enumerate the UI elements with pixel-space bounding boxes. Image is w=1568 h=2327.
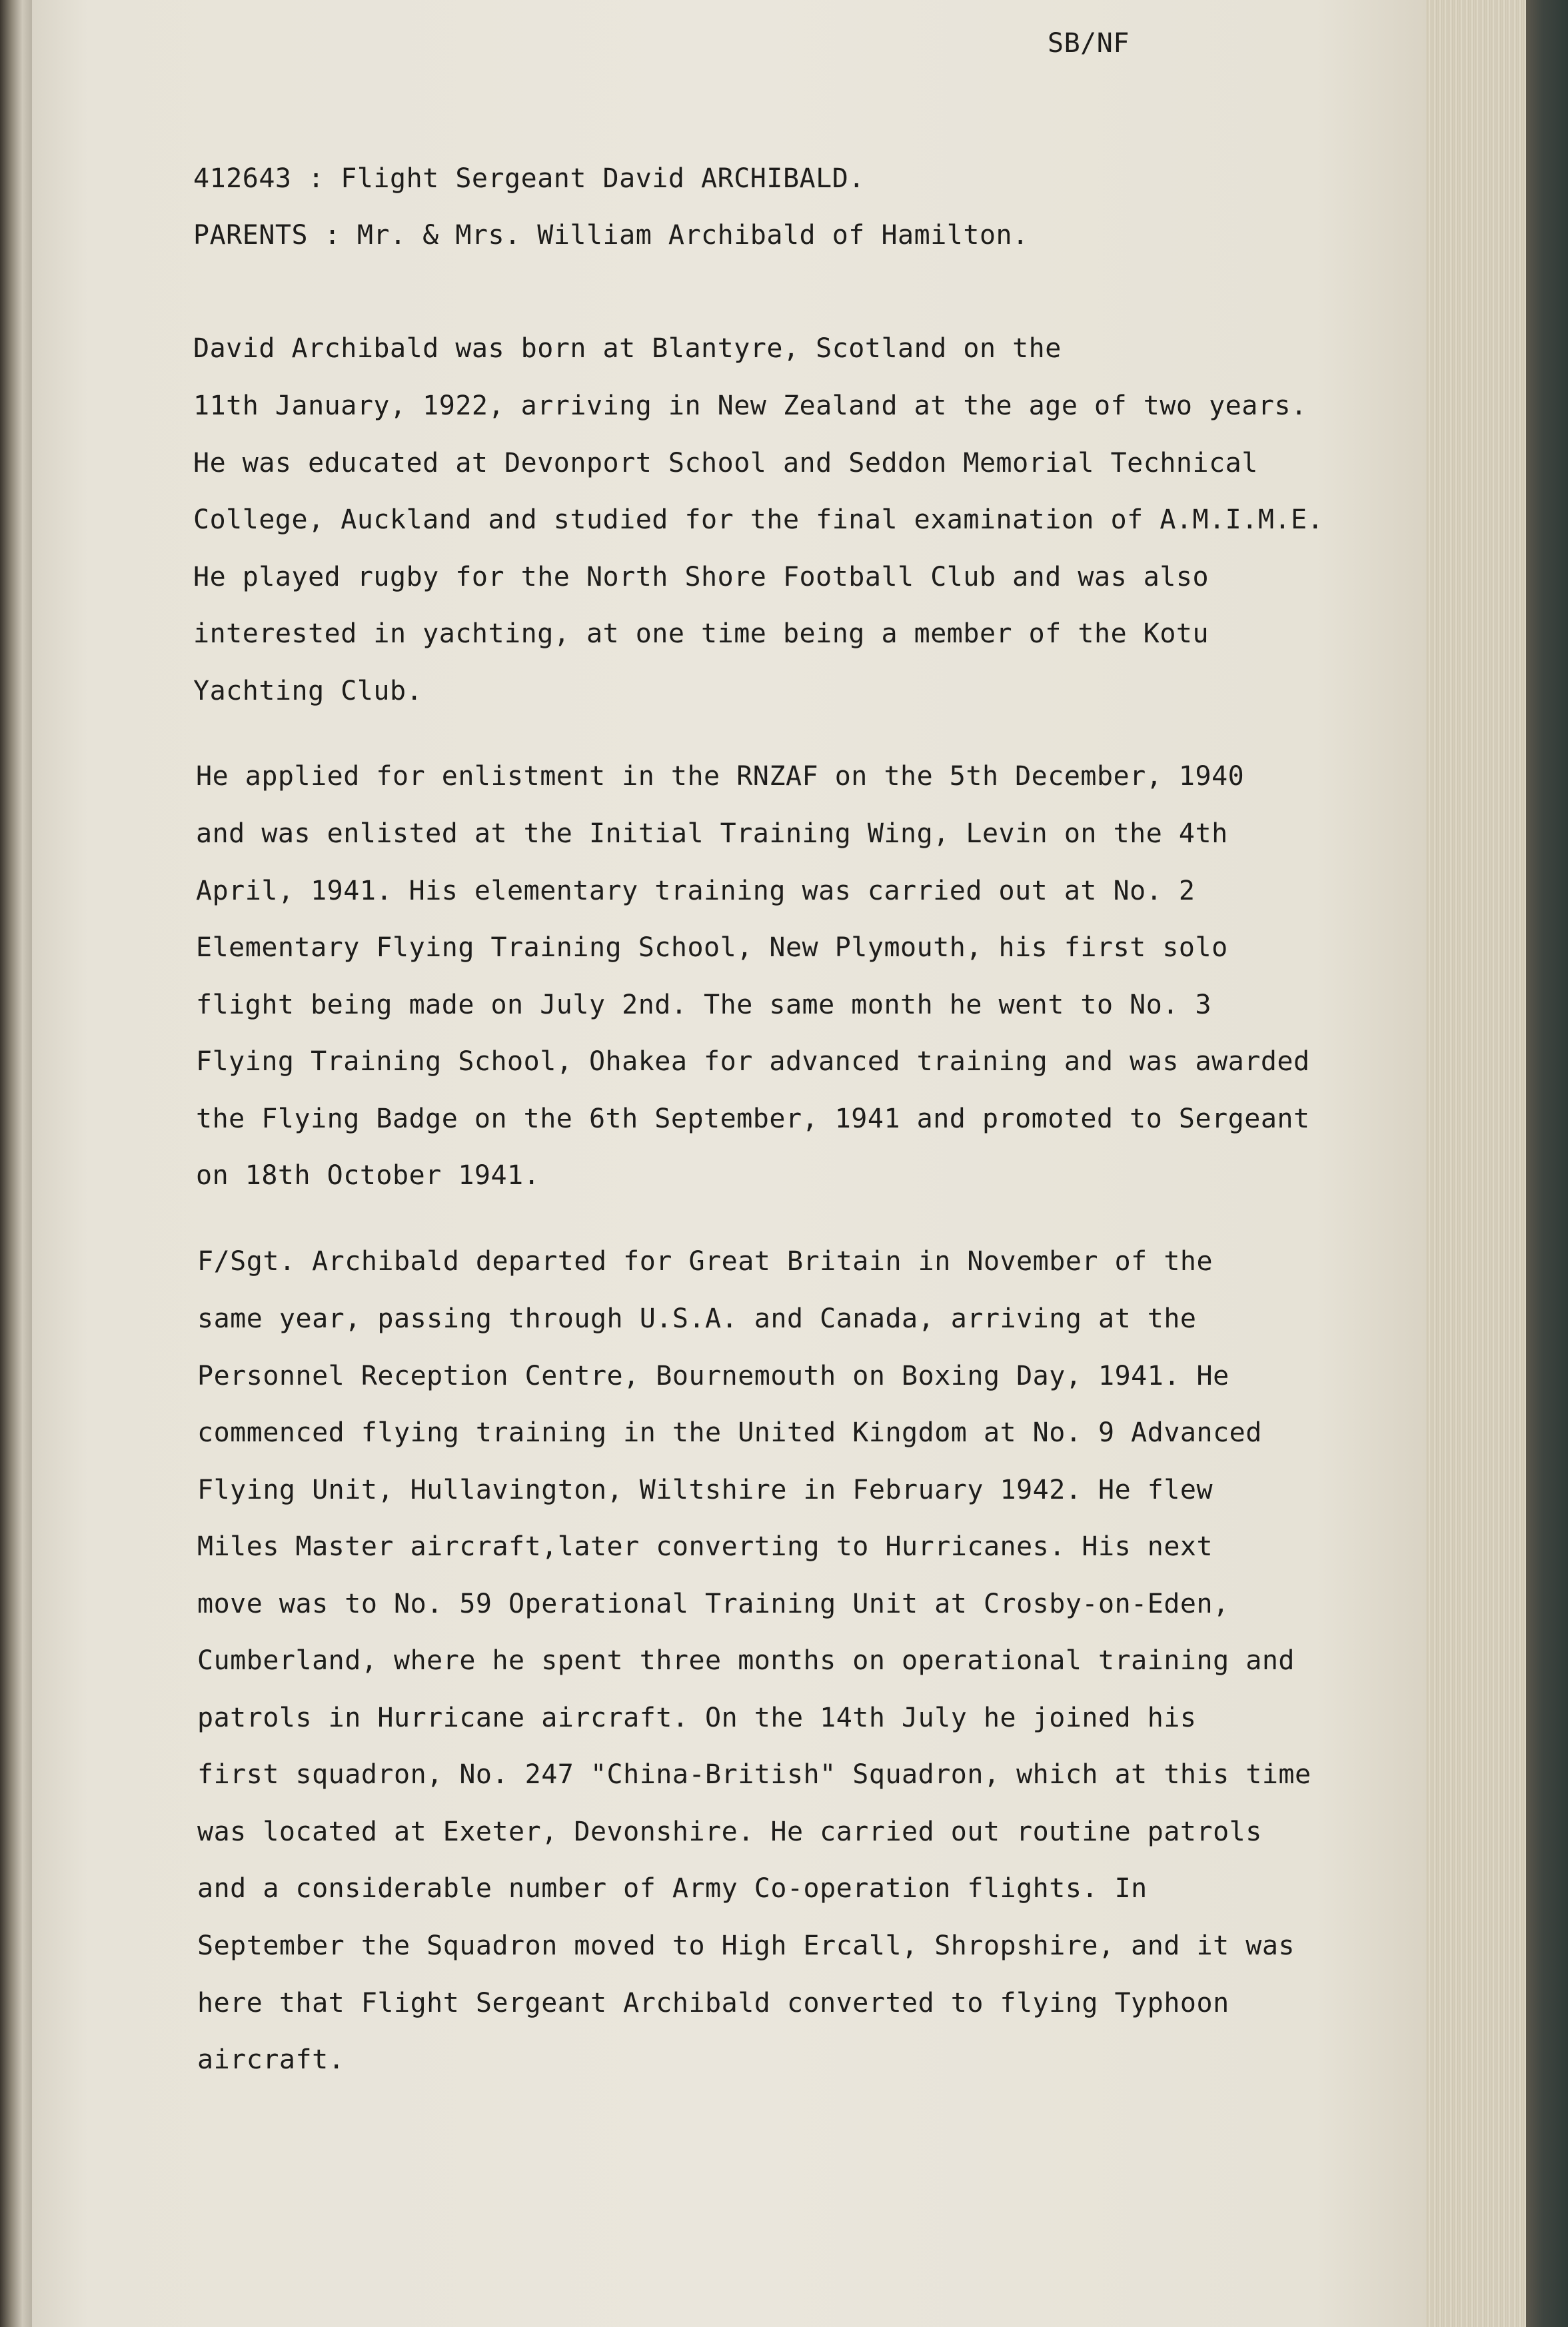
text-line: Personnel Reception Centre, Bournemouth on Boxing Day, 1941. He: [197, 1361, 1229, 1391]
text-line: flight being made on July 2nd. The same month he went to No. 3: [196, 990, 1212, 1020]
text-line: He applied for enlistment in the RNZAF on the 5th December, 1940: [196, 761, 1245, 792]
text-line: College, Auckland and studied for the final examination of A.M.I.M.E.: [193, 504, 1324, 535]
text-line: 11th January, 1922, arriving in New Zealand at the age of two years.: [193, 390, 1307, 421]
book-cover-edge: [1526, 0, 1568, 2327]
text-line: Yachting Club.: [193, 676, 423, 706]
text-line: Flying Training School, Ohakea for advanced training and was awarded: [196, 1046, 1310, 1077]
text-line: the Flying Badge on the 6th September, 1941 and promoted to Sergeant: [196, 1104, 1310, 1134]
text-line: Miles Master aircraft,later converting to Hurricanes. His next: [197, 1531, 1213, 1562]
text-line: and was enlisted at the Initial Training Wing, Levin on the 4th: [196, 818, 1228, 849]
service-number-line: 412643 : Flight Sergeant David ARCHIBALD.: [193, 163, 865, 194]
text-line: April, 1941. His elementary training was carried out at No. 2: [196, 876, 1195, 906]
text-line: F/Sgt. Archibald departed for Great Britain in November of the: [197, 1246, 1213, 1277]
text-line: commenced flying training in the United Kingdom at No. 9 Advanced: [197, 1417, 1262, 1448]
text-line: aircraft.: [197, 2044, 345, 2075]
text-line: on 18th October 1941.: [196, 1160, 540, 1191]
text-line: interested in yachting, at one time being a member of the Kotu: [193, 618, 1209, 649]
text-line: Elementary Flying Training School, New Plymouth, his first solo: [196, 932, 1228, 963]
text-line: was located at Exeter, Devonshire. He carried out routine patrols: [197, 1817, 1262, 1847]
text-line: Cumberland, where he spent three months on operational training and: [197, 1645, 1295, 1676]
parents-line: PARENTS : Mr. & Mrs. William Archibald of Hamilton.: [193, 220, 1029, 251]
text-line: David Archibald was born at Blantyre, Scotland on the: [193, 333, 1062, 364]
text-line: Flying Unit, Hullavington, Wiltshire in February 1942. He flew: [197, 1475, 1213, 1505]
reference-code: SB/NF: [1048, 28, 1130, 59]
text-line: first squadron, No. 247 "China-British" Squadron, which at this time: [197, 1759, 1311, 1790]
text-line: move was to No. 59 Operational Training Unit at Crosby-on-Eden,: [197, 1589, 1229, 1619]
text-line: patrols in Hurricane aircraft. On the 14th July he joined his: [197, 1703, 1197, 1733]
text-line: He was educated at Devonport School and Seddon Memorial Technical: [193, 448, 1258, 478]
left-page-edge: [0, 0, 32, 2327]
book-page-edges: [1426, 0, 1526, 2327]
text-line: September the Squadron moved to High Ercall, Shropshire, and it was: [197, 1931, 1295, 1961]
text-line: and a considerable number of Army Co-operation flights. In: [197, 1873, 1148, 1904]
text-line: same year, passing through U.S.A. and Canada, arriving at the: [197, 1303, 1197, 1334]
text-line: here that Flight Sergeant Archibald converted to flying Typhoon: [197, 1988, 1229, 2018]
text-line: He played rugby for the North Shore Football Club and was also: [193, 562, 1209, 592]
